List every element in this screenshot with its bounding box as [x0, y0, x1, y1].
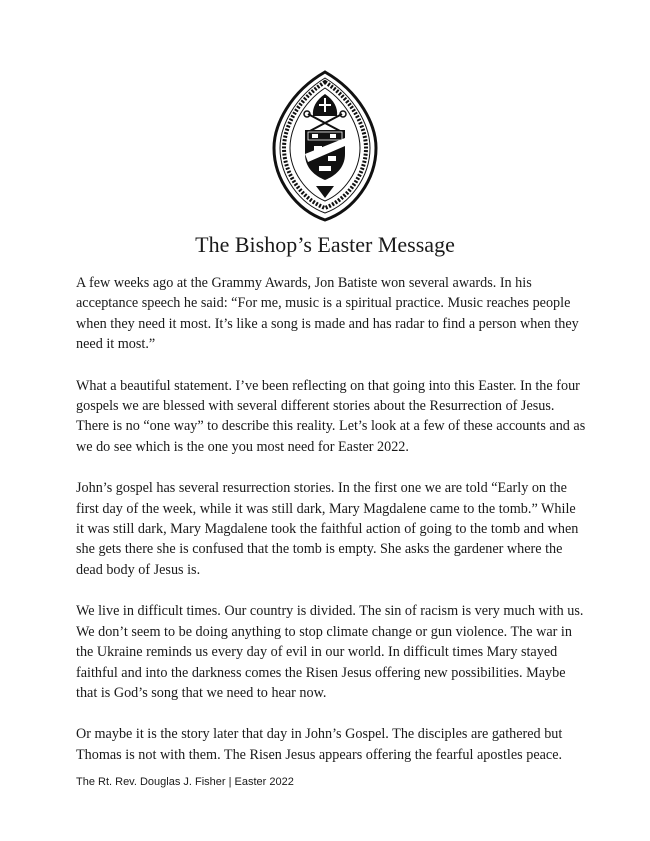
paragraph: A few weeks ago at the Grammy Awards, Jon Batiste won several awards. In his acceptance speech he said: “For me, music is a spiritual practice. Music reaches people when they need it most. It’s like a song is made and has radar to find a person when they need it most.”	[76, 275, 579, 353]
paragraph: We live in difficult times. Our country is divided. The sin of racism is very much with us. We don’t seem to be doing anything to stop climate change or gun violence. The war in the Ukraine reminds us every day of evil in our world. In difficult times Mary stayed faithful and into the darkness comes the Risen Jesus offering new possibilities. Maybe that is God’s song that we need to hear now.	[76, 603, 584, 701]
paragraph: John’s gospel has several resurrection stories. In the first one we are told “Early on the first day of the week, while it was still dark, Mary Magdalene came to the tomb.” While it was still dark, Mary Magdalene took the faithful action of going to the tomb and when she gets there she is confused that the tomb is empty. She asks the gardener where the dead body of Jesus is.	[76, 480, 579, 578]
page-title: The Bishop’s Easter Message	[195, 232, 455, 257]
page-footer: The Rt. Rev. Douglas J. Fisher | Easter 2022	[76, 776, 294, 788]
episcopal-diocese-seal-icon	[272, 70, 378, 222]
message-body	[76, 273, 586, 786]
paragraph: What a beautiful statement. I’ve been reflecting on that going into this Easter. In the four gospels we are blessed with several different stories about the Resurrection of Jesus. There is no “one way” to describe this reality. Let’s look at a few of these accounts and as we do see which is the one you most need for Easter 2022.	[76, 377, 586, 455]
paragraph: Or maybe it is the story later that day in John’s Gospel. The disciples are gathered but Thomas is not with them. The Risen Jesus appears offering the fearful apostles peace.	[76, 726, 563, 763]
